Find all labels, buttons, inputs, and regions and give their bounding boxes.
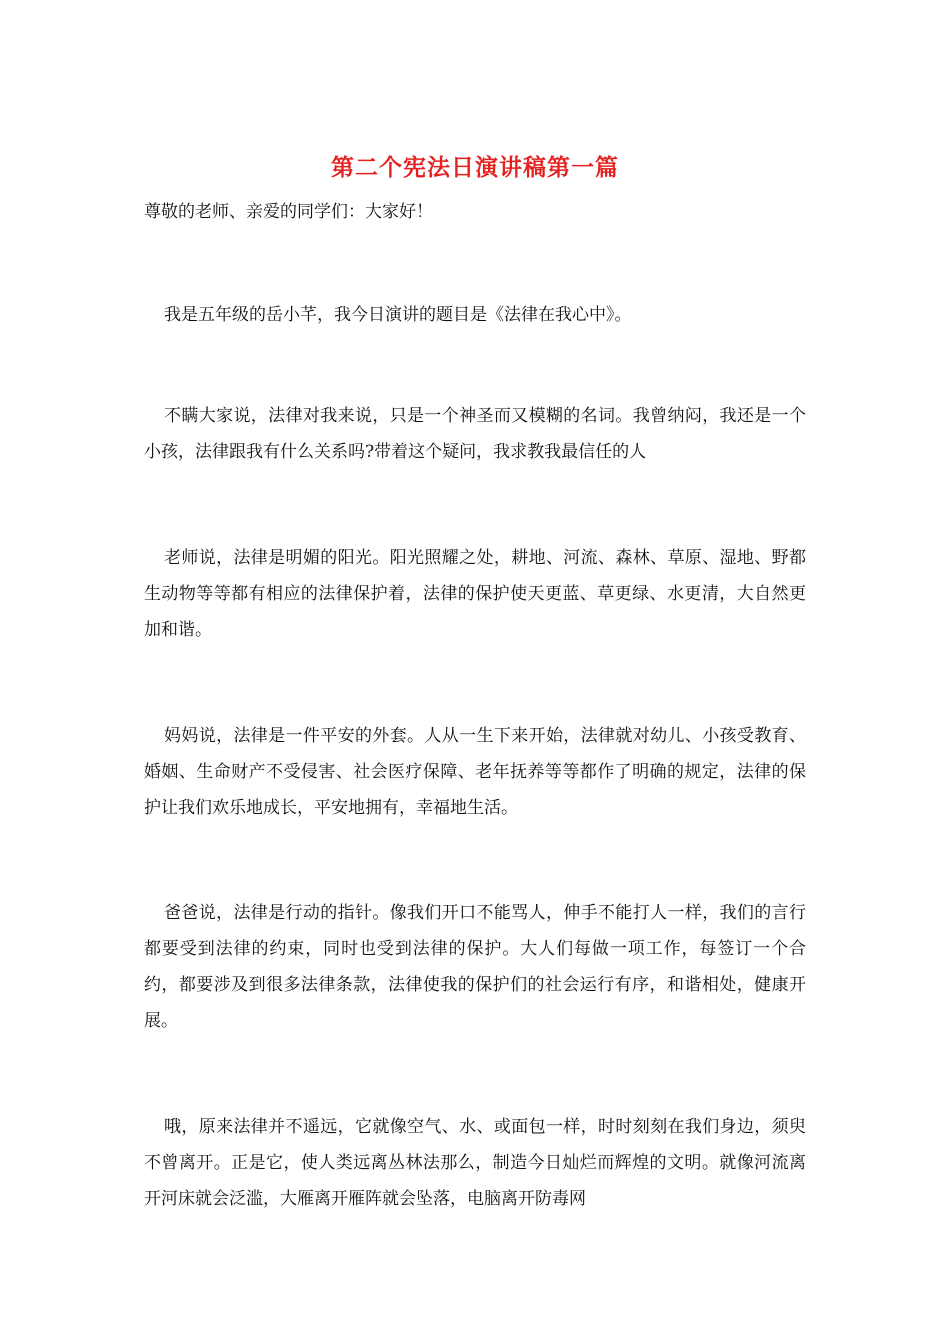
paragraph-question: 不瞒大家说，法律对我来说，只是一个神圣而又模糊的名词。我曾纳闷，我还是一个小孩，法律跟我有什么关系吗?带着这个疑问，我求教我最信任的人 <box>144 406 806 462</box>
greeting-line: 尊敬的老师、亲爱的同学们：大家好！ <box>144 202 433 222</box>
paragraph-conclusion: 哦，原来法律并不遥远，它就像空气、水、或面包一样，时时刻刻在我们身边，须臾不曾离开。正是它，使人类远离丛林法那么，制造今日灿烂而辉煌的文明。就像河流离开河床就会泛滥，大雁离开雁阵就会坠落，电脑离开防毒网 <box>144 1117 806 1209</box>
paragraph-father: 爸爸说，法律是行动的指针。像我们开口不能骂人，伸手不能打人一样，我们的言行都要受到法律的约束，同时也受到法律的保护。大人们每做一项工作，每签订一个合约，都要涉及到很多法律条款，法律使我的保护们的社会运行有序，和谐相处，健康开展。 <box>144 903 806 1031</box>
paragraph-teacher: 老师说，法律是明媚的阳光。阳光照耀之处，耕地、河流、森林、草原、湿地、野都生动物等等都有相应的法律保护着，法律的保护使天更蓝、草更绿、水更清，大自然更加和谐。 <box>144 548 806 640</box>
document-title: 第二个宪法日演讲稿第一篇 <box>331 154 619 181</box>
paragraph-mother: 妈妈说，法律是一件平安的外套。人从一生下来开始，法律就对幼儿、小孩受教育、婚姻、生命财产不受侵害、社会医疗保障、老年抚养等等都作了明确的规定，法律的保护让我们欢乐地成长，平安地拥有，幸福地生活。 <box>144 726 806 818</box>
paragraph-intro: 我是五年级的岳小芊，我今日演讲的题目是《法律在我心中》。 <box>164 305 632 325</box>
